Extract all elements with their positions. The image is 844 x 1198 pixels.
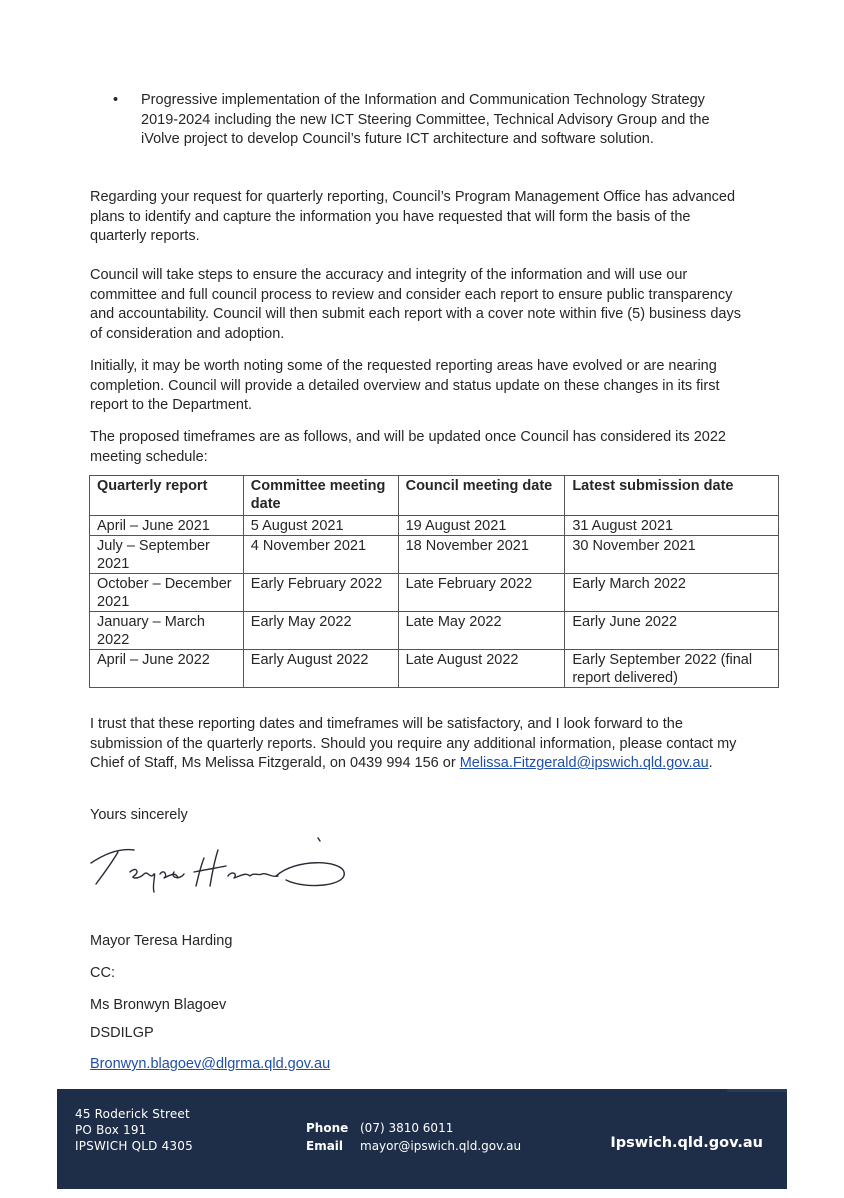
table-cell: Early September 2022 (final report delivered) xyxy=(565,650,779,688)
table-row xyxy=(90,650,779,688)
paragraph-quarterly-reporting: Regarding your request for quarterly reporting, Council’s Program Management Office has advanced plans to identify and capture the information you have requested that will form the basis of the quarterly reports. xyxy=(90,189,736,244)
signature-image xyxy=(86,828,366,903)
table-cell: October – December 2021 xyxy=(90,574,244,612)
reporting-schedule-table xyxy=(89,475,779,688)
address-line: IPSWICH QLD 4305 xyxy=(75,1139,193,1153)
email-label: Email xyxy=(306,1139,344,1153)
footer-bar xyxy=(57,1089,787,1189)
footer-phone-row xyxy=(306,1119,521,1137)
footer-email[interactable]: mayor@ipswich.qld.gov.au xyxy=(360,1139,522,1153)
address-line: PO Box 191 xyxy=(75,1123,147,1137)
table-cell: Early June 2022 xyxy=(565,612,779,650)
footer-website[interactable]: Ipswich.qld.gov.au xyxy=(610,1135,763,1151)
header-submission-date: Latest submission date xyxy=(565,476,779,516)
signer-name: Mayor Teresa Harding xyxy=(90,933,233,949)
table-cell: Late February 2022 xyxy=(398,574,565,612)
table-cell: Early May 2022 xyxy=(243,612,398,650)
table-header-row xyxy=(90,476,779,516)
paragraph-accuracy: Council will take steps to ensure the accuracy and integrity of the information and will use our committee and full council process to review and consider each report to ensure public transparency and accountability. Council will then submit each report with a cover note within five (5) business days of consideration and adoption. xyxy=(90,267,741,342)
table-cell: April – June 2022 xyxy=(90,650,244,688)
table-row xyxy=(90,536,779,574)
footer-accent-rule xyxy=(727,1089,787,1092)
chief-of-staff-email-link[interactable]: Melissa.Fitzgerald@ipswich.qld.gov.au xyxy=(459,755,709,771)
header-committee-date: Committee meeting date xyxy=(243,476,398,516)
salutation: Yours sincerely xyxy=(90,807,188,823)
header-quarterly-report: Quarterly report xyxy=(90,476,244,516)
bullet-text: Progressive implementation of the Information and Communication Technology Strategy 2019-2024 including the new ICT Steering Committee, Technical Advisory Group and the iVolve project to develop Council’s future ICT architecture and software solution. xyxy=(141,92,710,147)
table-row xyxy=(90,516,779,536)
address-line: 45 Roderick Street xyxy=(75,1107,190,1121)
cc-label: CC: xyxy=(90,965,115,981)
table-cell: April – June 2021 xyxy=(90,516,244,536)
table-cell: January – March 2022 xyxy=(90,612,244,650)
paragraph-closing xyxy=(90,715,750,774)
closing-text: I trust that these reporting dates and timeframes will be satisfactory, and I look forward to the submission of the quarterly reports. Should you require any additional information, please contact my Chief of Staff, Ms Melissa Fitzgerald, on 0439 994 156 or xyxy=(90,716,737,771)
table-cell: Early March 2022 xyxy=(565,574,779,612)
paragraph-timeframes-intro: The proposed timeframes are as follows, and will be updated once Council has considered its 2022 meeting schedule: xyxy=(90,429,726,465)
table-cell: 5 August 2021 xyxy=(243,516,398,536)
footer-contact xyxy=(306,1119,521,1155)
bullet-marker: • xyxy=(113,92,119,108)
table-cell: 30 November 2021 xyxy=(565,536,779,574)
table-cell: Early August 2022 xyxy=(243,650,398,688)
footer-address xyxy=(75,1106,193,1154)
paragraph-initially: Initially, it may be worth noting some of the requested reporting areas have evolved or are nearing completion. Council will provide a detailed overview and status update on these changes in its first report to the Department. xyxy=(90,358,720,413)
cc-email-link[interactable]: Bronwyn.blagoev@dlgrma.qld.gov.au xyxy=(90,1056,331,1072)
header-council-date: Council meeting date xyxy=(398,476,565,516)
cc-name: Ms Bronwyn Blagoev xyxy=(90,997,227,1013)
table-cell: 18 November 2021 xyxy=(398,536,565,574)
table-cell: 31 August 2021 xyxy=(565,516,779,536)
table-cell: Late May 2022 xyxy=(398,612,565,650)
table-row xyxy=(90,574,779,612)
table-cell: 4 November 2021 xyxy=(243,536,398,574)
cc-email-line xyxy=(90,1055,750,1075)
table-cell: Late August 2022 xyxy=(398,650,565,688)
footer-email-row xyxy=(306,1137,521,1155)
closing-period: . xyxy=(708,755,713,771)
phone-number[interactable]: (07) 3810 6011 xyxy=(360,1121,454,1135)
phone-label: Phone xyxy=(306,1121,349,1135)
table-cell: 19 August 2021 xyxy=(398,516,565,536)
cc-organisation: DSDILGP xyxy=(90,1025,154,1041)
table-cell: Early February 2022 xyxy=(243,574,398,612)
table-row xyxy=(90,612,779,650)
table-cell: July – September 2021 xyxy=(90,536,244,574)
